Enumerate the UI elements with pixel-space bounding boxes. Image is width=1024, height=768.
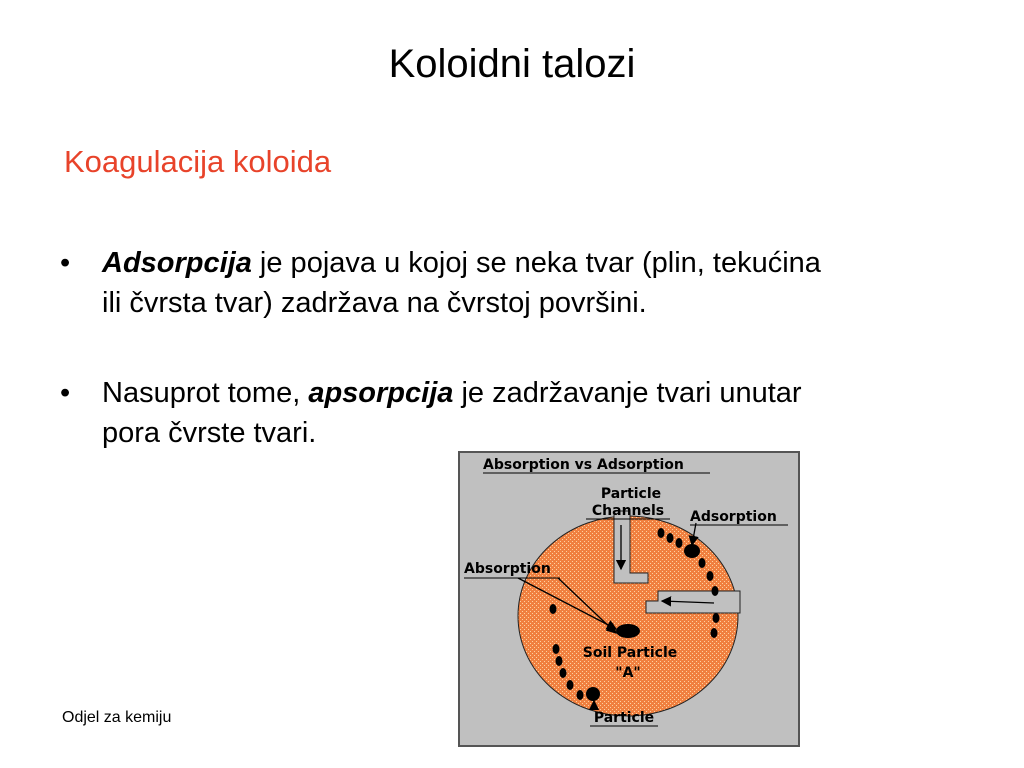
bullet-line-2: ili čvrsta tvar) zadržava na čvrstoj površini. [102, 287, 647, 319]
bullet-line-2: pora čvrste tvari. [102, 417, 317, 449]
label-soil-particle-1: Soil Particle [582, 645, 678, 661]
label-adsorption: Adsorption [690, 509, 777, 525]
label-soil-particle-2: "A" [615, 665, 641, 681]
figure-title: Absorption vs Adsorption [483, 457, 684, 473]
term-adsorpcija: Adsorpcija [102, 247, 252, 279]
term-apsorpcija: apsorpcija [308, 377, 454, 409]
bullet-adsorpcija [60, 243, 960, 323]
label-particle-channels-2: Channels [591, 503, 665, 519]
label-absorption: Absorption [464, 561, 551, 577]
figure-svg [458, 451, 800, 747]
bullet-marker: • [60, 247, 71, 279]
bullet-text: Nasuprot tome, [102, 377, 309, 409]
bullet-marker: • [60, 377, 71, 409]
slide-subtitle: Koagulacija koloida [64, 144, 332, 179]
bullet-line-1 [102, 373, 960, 413]
absorption-adsorption-figure [458, 451, 800, 747]
slide-title: Koloidni talozi [388, 42, 636, 86]
bullet-text: je zadržavanje tvari unutar [453, 377, 802, 409]
bullet-apsorpcija [60, 373, 960, 453]
bullet-text: je pojava u kojoj se neka tvar (plin, tekućina [251, 247, 821, 279]
slide-footer: Odjel za kemiju [62, 709, 172, 726]
label-particle-channels-1: Particle [600, 486, 662, 502]
bullet-line-1 [102, 243, 960, 283]
label-particle: Particle [593, 710, 655, 726]
